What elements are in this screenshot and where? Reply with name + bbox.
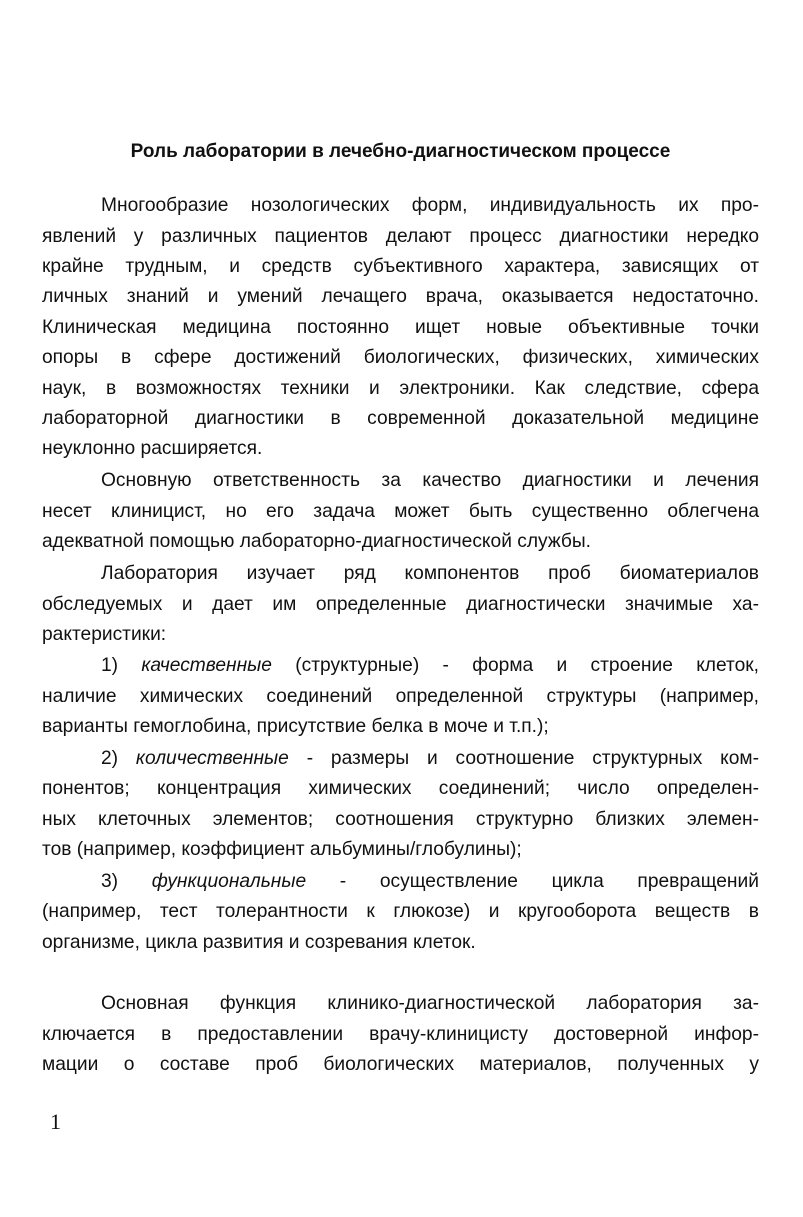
- list-item-2-line-4: тов (например, коэффициент альбумины/глобулины);: [42, 839, 522, 860]
- list-item-2-line-2: понентов; концентрация химических соединений; число определен-: [42, 778, 759, 799]
- list-item-1-number: 1): [101, 655, 119, 676]
- list-item-3-line-1: [101, 867, 759, 897]
- paragraph-1-line-4: личных знаний и умений лечащего врача, оказывается недостаточно.: [42, 286, 759, 307]
- page-number: 1: [50, 1109, 61, 1134]
- list-item-3-line-2: (например, тест толерантности к глюкозе) и кругооборота веществ в: [42, 901, 759, 922]
- list-item-3-number: 3): [101, 871, 119, 892]
- list-item-1-text: (структурные) - форма и строение клеток,: [295, 655, 759, 676]
- paragraph-4-line-3: мации о составе проб биологических материалов, полученных у: [42, 1054, 759, 1075]
- paragraph-1-line-9: неуклонно расширяется.: [42, 438, 263, 459]
- paragraph-1-line-2: явлений у различных пациентов делают процесс диагностики нередко: [42, 226, 759, 247]
- paragraph-4-line-1: Основная функция клинико-диагностической лаборатория за-: [101, 993, 759, 1014]
- paragraph-1-line-5: Клиническая медицина постоянно ищет новые объективные точки: [42, 317, 759, 338]
- paragraph-2-line-1: Основную ответственность за качество диагностики и лечения: [101, 470, 759, 491]
- paragraph-3-line-2: обследуемых и дает им определенные диагностически значимые ха-: [42, 594, 759, 615]
- list-item-1-line-3: варианты гемоглобина, присутствие белка в моче и т.п.);: [42, 716, 549, 737]
- paragraph-2-line-3: адекватной помощью лабораторно-диагностической службы.: [42, 531, 592, 552]
- paragraph-1-line-8: лабораторной диагностики в современной доказательной медицине: [42, 408, 759, 429]
- paragraph-1-line-3: крайне трудным, и средств субъективного характера, зависящих от: [42, 256, 759, 277]
- list-item-3-text: - осуществление цикла превращений: [339, 871, 759, 892]
- list-item-1-line-2: наличие химических соединений определенной структуры (например,: [42, 686, 759, 707]
- paragraph-3-line-1: Лаборатория изучает ряд компонентов проб биоматериалов: [101, 563, 759, 584]
- list-item-2-number: 2): [101, 748, 119, 769]
- paragraph-3-line-3: рактеристики:: [42, 624, 167, 645]
- list-item-2-line-3: ных клеточных элементов; соотношения структурно близких элемен-: [42, 809, 759, 830]
- paragraph-4-line-2: ключается в предоставлении врачу-клиницисту достоверной инфор-: [42, 1024, 759, 1045]
- list-item-2-term: количественные: [135, 748, 289, 769]
- paragraph-1-line-6: опоры в сфере достижений биологических, физических, химических: [42, 347, 759, 368]
- paragraph-1-line-7: наук, в возможностях техники и электроники. Как следствие, сфера: [42, 378, 759, 399]
- list-item-2-line-1: [101, 744, 759, 774]
- list-item-1-line-1: [101, 651, 759, 681]
- paragraph-2-line-2: несет клиницист, но его задача может быть существенно облегчена: [42, 501, 759, 522]
- list-item-3-term: функциональные: [151, 871, 307, 892]
- paragraph-1-line-1: Многообразие нозологических форм, индивидуальность их про-: [101, 195, 759, 216]
- list-item-2-text: - размеры и соотношение структурных ком-: [306, 748, 759, 769]
- list-item-1-term: качественные: [141, 655, 272, 676]
- list-item-3-line-3: организме, цикла развития и созревания клеток.: [42, 932, 476, 953]
- document-title: Роль лаборатории в лечебно-диагностическом процессе: [130, 141, 671, 162]
